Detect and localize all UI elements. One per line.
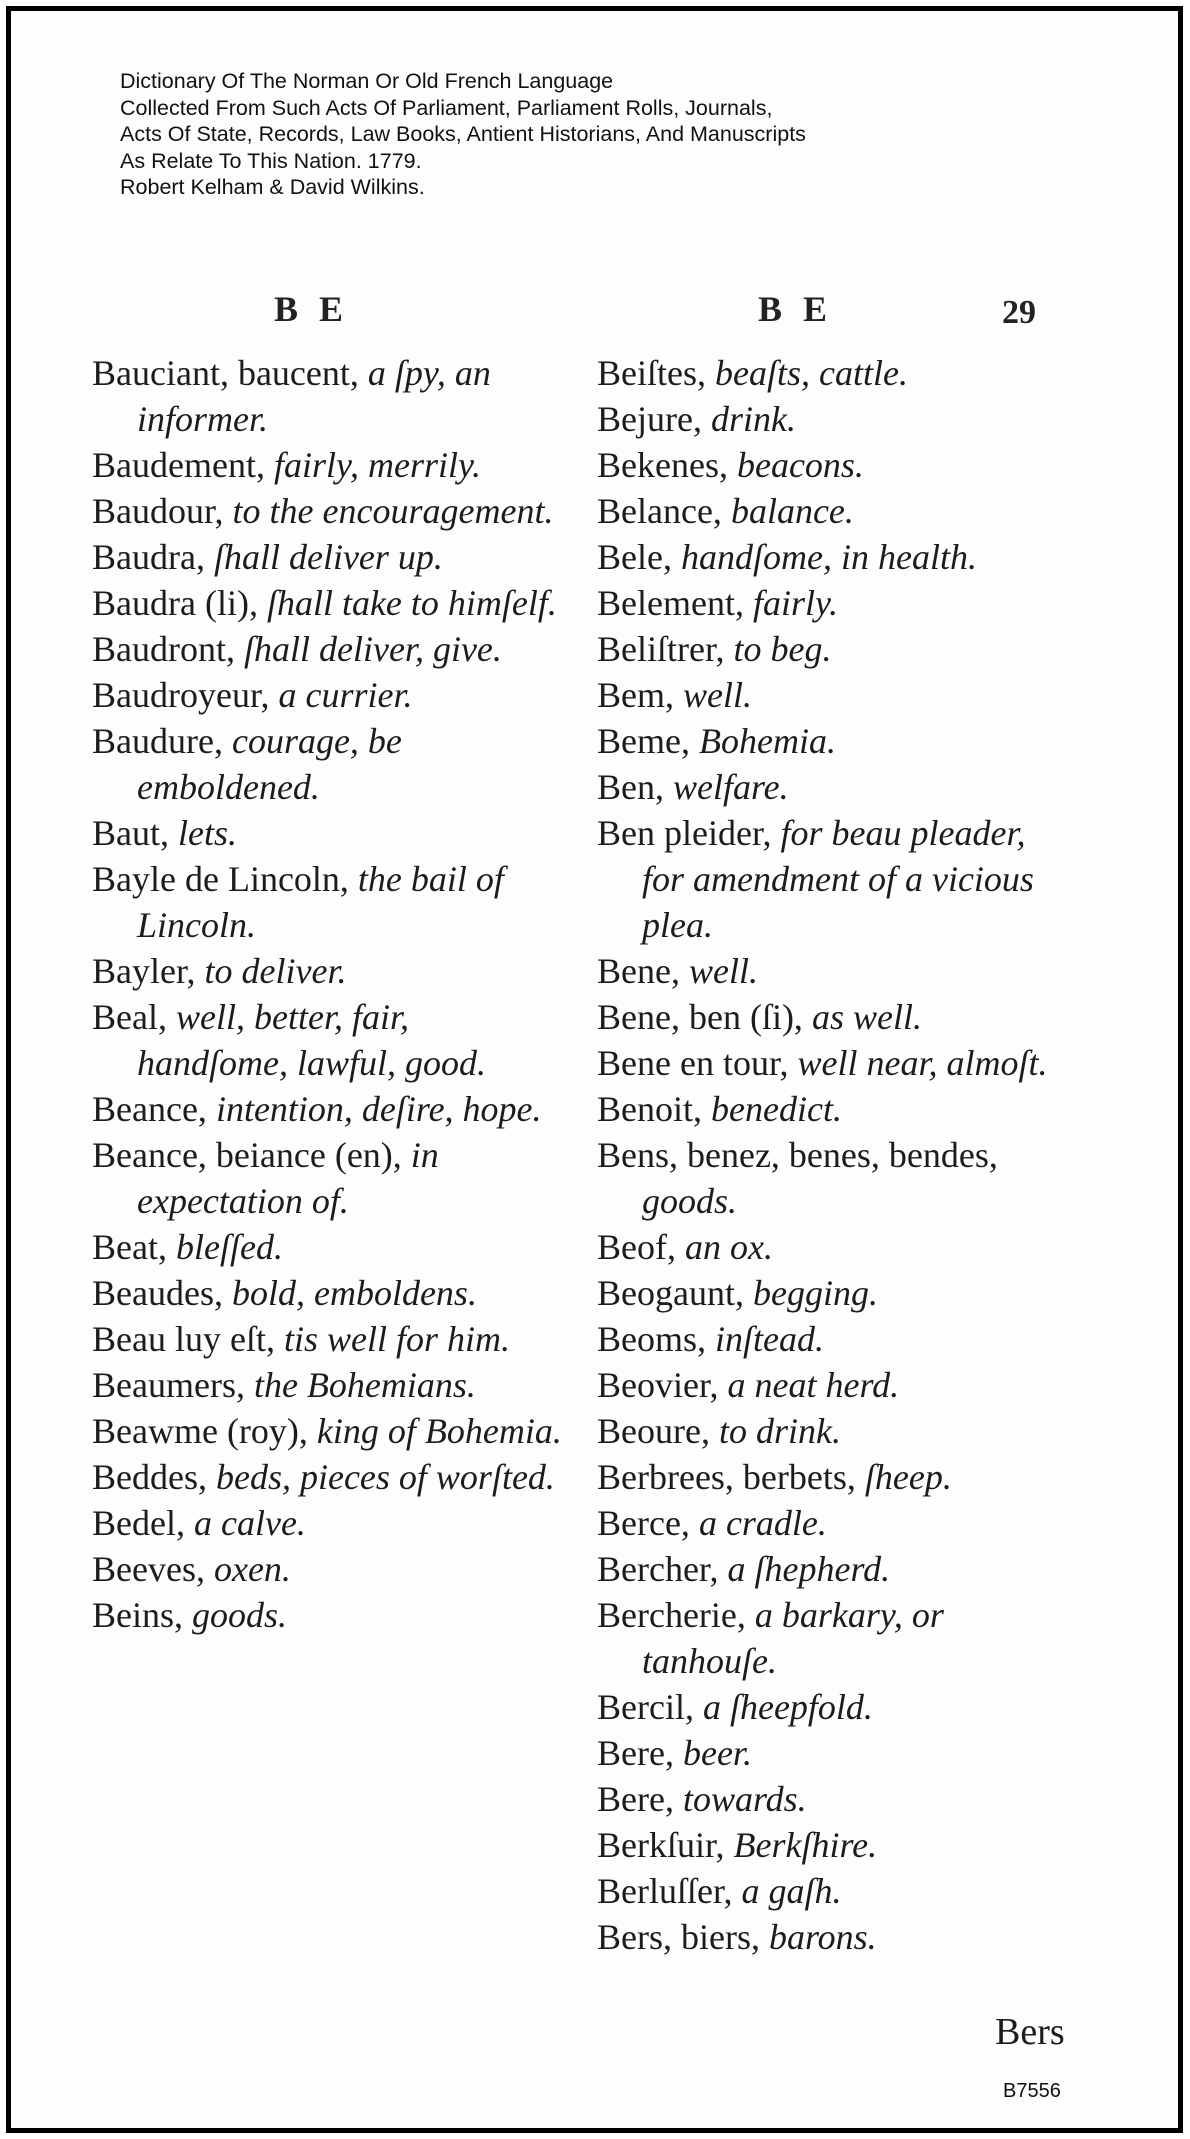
entry-definition: a ſheepfold. xyxy=(702,1687,873,1727)
entry-definition: king of Bohemia. xyxy=(316,1411,562,1451)
entry-headword: Beaumers, xyxy=(92,1365,245,1405)
entry-definition: ſhall take to himſelf. xyxy=(266,583,557,623)
dictionary-entry xyxy=(92,1546,562,1592)
entry-headword: Beance, beiance (en), xyxy=(92,1135,402,1175)
dictionary-entry xyxy=(597,1040,1067,1086)
dictionary-entry xyxy=(597,1132,1067,1224)
entry-headword: Beogaunt, xyxy=(597,1273,744,1313)
entry-headword: Beliſtrer, xyxy=(597,629,725,669)
header-line: Acts Of State, Records, Law Books, Antient Historians, And Manuscripts xyxy=(120,122,806,146)
dictionary-entry xyxy=(92,350,562,442)
entry-definition: ſheep. xyxy=(864,1457,952,1497)
dictionary-entry xyxy=(597,1730,1067,1776)
entry-definition: a currier. xyxy=(278,675,413,715)
entry-definition: to deliver. xyxy=(204,951,347,991)
entry-definition: lets. xyxy=(178,813,237,853)
entry-headword: Beal, xyxy=(92,997,167,1037)
dictionary-entry xyxy=(92,442,562,488)
entry-headword: Bercherie, xyxy=(597,1595,746,1635)
entry-definition: oxen. xyxy=(213,1549,291,1589)
dictionary-entry xyxy=(597,810,1067,948)
dictionary-entry xyxy=(597,1500,1067,1546)
dictionary-entry xyxy=(92,1132,562,1224)
dictionary-entry xyxy=(597,1776,1067,1822)
dictionary-entry xyxy=(92,856,562,948)
entry-headword: Belement, xyxy=(597,583,744,623)
entry-definition: bold, emboldens. xyxy=(231,1273,477,1313)
entry-definition: welfare. xyxy=(673,767,789,807)
dictionary-entry xyxy=(597,994,1067,1040)
entry-definition: balance. xyxy=(730,491,854,531)
entry-definition: as well. xyxy=(811,997,922,1037)
dictionary-entry xyxy=(597,1362,1067,1408)
entry-headword: Bercher, xyxy=(597,1549,719,1589)
entry-headword: Berce, xyxy=(597,1503,690,1543)
dictionary-entry xyxy=(92,534,562,580)
entry-definition: well near, almoſt. xyxy=(797,1043,1048,1083)
entry-headword: Berluſſer, xyxy=(597,1871,733,1911)
entry-definition: a ſpy, an informer. xyxy=(137,353,491,439)
entry-definition: fairly. xyxy=(752,583,838,623)
entry-headword: Beaudes, xyxy=(92,1273,223,1313)
dictionary-entry xyxy=(597,1868,1067,1914)
dictionary-entry xyxy=(597,1684,1067,1730)
entry-headword: Beof, xyxy=(597,1227,676,1267)
dictionary-entry xyxy=(597,948,1067,994)
dictionary-entry xyxy=(597,1408,1067,1454)
entry-definition: tis well for him. xyxy=(283,1319,510,1359)
entry-headword: Bele, xyxy=(597,537,672,577)
header-line: As Relate To This Nation. 1779. xyxy=(120,148,422,173)
entry-headword: Bejure, xyxy=(597,399,702,439)
header-line: Robert Kelham & David Wilkins. xyxy=(120,175,425,199)
entry-definition: well. xyxy=(688,951,758,991)
entry-headword: Bedel, xyxy=(92,1503,185,1543)
entry-definition: inſtead. xyxy=(715,1319,824,1359)
dictionary-entry xyxy=(597,534,1067,580)
entry-definition: for beau pleader, for amendment of a vicious plea. xyxy=(642,813,1034,945)
entry-headword: Bayler, xyxy=(92,951,196,991)
dictionary-entry xyxy=(92,1454,562,1500)
entry-definition: drink. xyxy=(710,399,796,439)
entry-definition: beds, pieces of worſted. xyxy=(215,1457,555,1497)
dictionary-entry xyxy=(92,1316,562,1362)
entry-headword: Baudra (li), xyxy=(92,583,258,623)
entry-headword: Bercil, xyxy=(597,1687,694,1727)
dictionary-entry xyxy=(597,718,1067,764)
entry-headword: Belance, xyxy=(597,491,722,531)
entry-headword: Beeves, xyxy=(92,1549,205,1589)
entry-definition: a gaſh. xyxy=(741,1871,842,1911)
entry-headword: Beme, xyxy=(597,721,690,761)
entry-headword: Beawme (roy), xyxy=(92,1411,308,1451)
entry-definition: in expectation of. xyxy=(137,1135,439,1221)
dictionary-entry xyxy=(92,718,562,810)
dictionary-entry xyxy=(597,488,1067,534)
dictionary-entry xyxy=(92,1362,562,1408)
dictionary-entry xyxy=(597,1316,1067,1362)
entry-definition: a cradle. xyxy=(698,1503,827,1543)
running-head-right: B E xyxy=(758,289,834,329)
entry-headword: Ben pleider, xyxy=(597,813,772,853)
entry-definition: the bail of Lincoln. xyxy=(137,859,504,945)
entry-definition: a neat herd. xyxy=(727,1365,900,1405)
catchword: Bers xyxy=(995,2011,1065,2053)
dictionary-entry xyxy=(92,1592,562,1638)
entry-definition: well. xyxy=(683,675,752,715)
dictionary-entry xyxy=(92,580,562,626)
dictionary-entry xyxy=(597,1454,1067,1500)
entry-definition: ſhall deliver up. xyxy=(213,537,443,577)
entry-definition: goods. xyxy=(642,1181,738,1221)
dictionary-entry xyxy=(597,1270,1067,1316)
entry-definition: barons. xyxy=(768,1917,877,1957)
entry-headword: Bere, xyxy=(597,1779,674,1819)
dictionary-entry xyxy=(92,672,562,718)
entry-definition: bleſſed. xyxy=(175,1227,283,1267)
entry-headword: Benoit, xyxy=(597,1089,702,1129)
entry-headword: Bem, xyxy=(597,675,674,715)
right-column xyxy=(597,350,1067,1960)
dictionary-entry xyxy=(597,764,1067,810)
entry-definition: a calve. xyxy=(193,1503,306,1543)
entry-headword: Bers, biers, xyxy=(597,1917,760,1957)
header-line: Dictionary Of The Norman Or Old French Language xyxy=(120,69,614,93)
left-column xyxy=(92,350,562,1638)
dictionary-entry xyxy=(597,672,1067,718)
dictionary-entry xyxy=(597,396,1067,442)
dictionary-entry xyxy=(597,1914,1067,1960)
dictionary-entry xyxy=(597,1086,1067,1132)
dictionary-entry xyxy=(597,1592,1067,1684)
entry-definition: beaſts, cattle. xyxy=(714,353,908,393)
entry-headword: Baudra, xyxy=(92,537,205,577)
entry-headword: Beoure, xyxy=(597,1411,710,1451)
entry-headword: Berkſuir, xyxy=(597,1825,725,1865)
entry-headword: Baudure, xyxy=(92,721,223,761)
entry-headword: Bene, xyxy=(597,951,680,991)
entry-definition: goods. xyxy=(192,1595,288,1635)
entry-definition: the Bohemians. xyxy=(253,1365,476,1405)
page-number: 29 xyxy=(1002,294,1036,331)
dictionary-entry xyxy=(597,350,1067,396)
entry-headword: Beovier, xyxy=(597,1365,719,1405)
dictionary-entry xyxy=(92,626,562,672)
running-head-left: B E xyxy=(274,289,350,329)
dictionary-entry xyxy=(597,1546,1067,1592)
dictionary-entry xyxy=(597,1224,1067,1270)
dictionary-entry xyxy=(597,580,1067,626)
entry-definition: Berkſhire. xyxy=(733,1825,878,1865)
entry-definition: towards. xyxy=(682,1779,807,1819)
dictionary-entry xyxy=(92,1224,562,1270)
dictionary-entry xyxy=(597,442,1067,488)
entry-headword: Baudront, xyxy=(92,629,235,669)
dictionary-entry xyxy=(597,1822,1067,1868)
entry-definition: courage, be emboldened. xyxy=(137,721,402,807)
entry-headword: Ben, xyxy=(597,767,664,807)
entry-definition: to drink. xyxy=(718,1411,841,1451)
dictionary-entry xyxy=(597,626,1067,672)
entry-definition: beer. xyxy=(682,1733,752,1773)
entry-headword: Beiſtes, xyxy=(597,353,706,393)
entry-headword: Baudour, xyxy=(92,491,224,531)
entry-headword: Beau luy eſt, xyxy=(92,1319,275,1359)
entry-headword: Bauciant, baucent, xyxy=(92,353,359,393)
entry-definition: intention, deſire, hope. xyxy=(215,1089,542,1129)
entry-headword: Berbrees, berbets, xyxy=(597,1457,856,1497)
entry-definition: a barkary, or tanhouſe. xyxy=(642,1595,944,1681)
entry-headword: Baut, xyxy=(92,813,169,853)
dictionary-entry xyxy=(92,994,562,1086)
entry-definition: well, better, fair, handſome, lawful, good. xyxy=(137,997,486,1083)
header-line: Collected From Such Acts Of Parliament, Parliament Rolls, Journals, xyxy=(120,95,773,120)
entry-headword: Baudroyeur, xyxy=(92,675,270,715)
entry-headword: Bene, ben (ſi), xyxy=(597,997,803,1037)
dictionary-entry xyxy=(92,810,562,856)
dictionary-entry xyxy=(92,1500,562,1546)
document-header xyxy=(120,68,806,201)
dictionary-entry xyxy=(92,948,562,994)
entry-headword: Bekenes, xyxy=(597,445,728,485)
entry-definition: to beg. xyxy=(733,629,832,669)
entry-headword: Bene en tour, xyxy=(597,1043,789,1083)
entry-headword: Bens, benez, benes, bendes, xyxy=(597,1135,998,1175)
entry-headword: Beoms, xyxy=(597,1319,707,1359)
entry-definition: fairly, merrily. xyxy=(273,445,481,485)
entry-headword: Baudement, xyxy=(92,445,265,485)
entry-definition: ſhall deliver, give. xyxy=(243,629,502,669)
entry-definition: beacons. xyxy=(736,445,864,485)
entry-headword: Beins, xyxy=(92,1595,184,1635)
entry-definition: to the encouragement. xyxy=(232,491,554,531)
dictionary-entry xyxy=(92,1086,562,1132)
dictionary-entry xyxy=(92,488,562,534)
entry-definition: handſome, in health. xyxy=(680,537,977,577)
entry-headword: Beat, xyxy=(92,1227,167,1267)
dictionary-entry xyxy=(92,1270,562,1316)
entry-headword: Beddes, xyxy=(92,1457,207,1497)
entry-definition: a ſhepherd. xyxy=(727,1549,891,1589)
entry-headword: Beance, xyxy=(92,1089,207,1129)
entry-headword: Bayle de Lincoln, xyxy=(92,859,349,899)
page-code: B7556 xyxy=(1003,2080,1061,2102)
entry-definition: benedict. xyxy=(711,1089,842,1129)
dictionary-entry xyxy=(92,1408,562,1454)
entry-headword: Bere, xyxy=(597,1733,674,1773)
entry-definition: begging. xyxy=(752,1273,878,1313)
entry-definition: an ox. xyxy=(684,1227,773,1267)
entry-definition: Bohemia. xyxy=(698,721,836,761)
